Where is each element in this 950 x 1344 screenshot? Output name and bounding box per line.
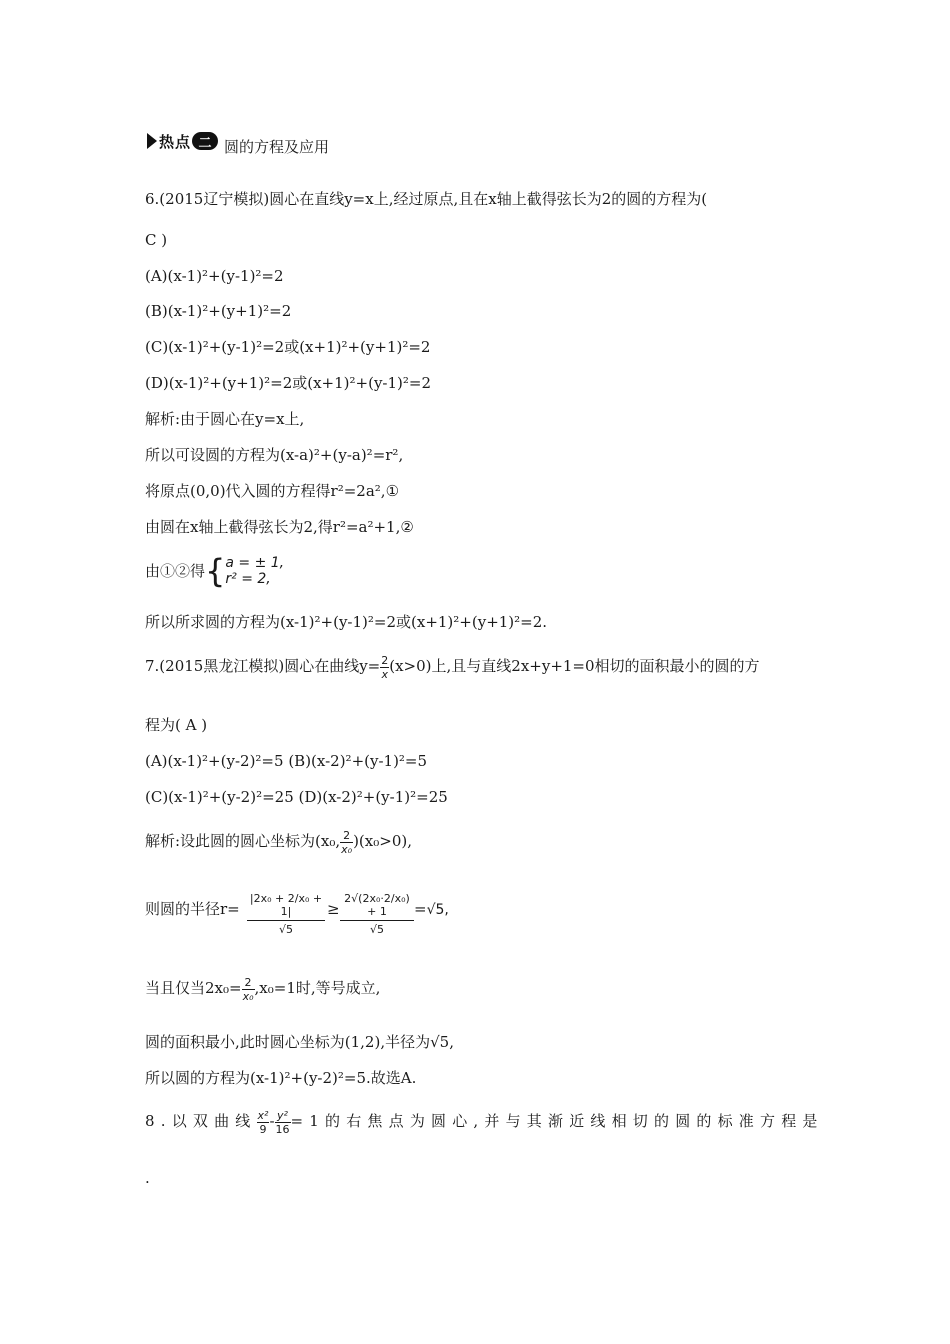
q7-options-ab: (A)(x-1)²+(y-2)²=5 (B)(x-2)²+(y-1)²=5 [145,752,428,770]
section-header [147,130,330,156]
q7-solution-5: 所以圆的方程为(x-1)²+(y-2)²=5.故选A. [145,1069,417,1087]
q6-sol5-prefix: 由①②得 [145,562,206,580]
q8-stem [145,1106,824,1136]
q7-sol2-result [414,899,449,920]
equation-system [225,555,284,587]
q8-fraction-1 [257,1109,270,1136]
q7-stem-a: 7.(2015黑龙江模拟)圆心在曲线y= [145,657,381,675]
radius-frac1-top: |2x₀ + 2/x₀ + 1| [249,892,323,918]
section-title: 圆的方程及应用 [224,137,330,156]
q7-options-cd: (C)(x-1)²+(y-2)²=25 (D)(x-2)²+(y-1)²=25 [145,788,448,806]
sqrt5-result: √5, [426,902,449,918]
q8-frac1-num: x² [257,1108,269,1122]
q7-sol3-num: 2 [242,976,255,990]
q7-sol1-num: 2 [340,829,353,843]
q7-sol1-a: 解析:设此圆的圆心坐标为(x₀, [145,832,341,850]
q7-solution-2-prefix: 则圆的半径r= [145,900,240,918]
radius-fraction-1 [247,892,325,936]
q6-solution-3: 将原点(0,0)代入圆的方程得r²=2a²,① [145,482,400,500]
q6-solution-1: 解析:由于圆心在y=x上, [145,410,305,428]
q6-stem: 6.(2015辽宁模拟)圆心在直线y=x上,经过原点,且在x轴上截得弦长为2的圆的方程为( [145,190,708,208]
q7-frac-num: 2 [381,653,389,667]
q7-solution-4: 圆的面积最小,此时圆心坐标为(1,2),半径为√5, [145,1033,454,1051]
q6-option-a: (A)(x-1)²+(y-1)²=2 [145,267,284,285]
q6-solution-4: 由圆在x轴上截得弦长为2,得r²=a²+1,② [145,518,414,536]
q8-frac1-den: 9 [259,1122,267,1136]
section-tag: 热点 [159,132,192,151]
q7-sol1-b: )(x₀>0), [353,832,412,850]
left-brace: { [205,552,226,590]
q6-answer: C ) [145,231,168,249]
q8-stem-b: =1的右焦点为圆心,并与其渐近线相切的圆的标准方程是 [290,1112,824,1130]
q6-option-c: (C)(x-1)²+(y-1)²=2或(x+1)²+(y+1)²=2 [145,338,431,356]
system-line-2: r² = 2, [225,571,271,587]
q7-sol1-fraction [340,829,353,856]
radius-frac2-top: 2√(2x₀·2/x₀) + 1 [344,892,410,918]
q7-solution-3 [145,973,380,1003]
q7-stem [145,651,760,681]
radius-frac1-bottom: √5 [278,923,293,936]
q7-frac-den: x [381,667,388,681]
q6-option-b: (B)(x-1)²+(y+1)²=2 [145,302,292,320]
system-line-1: a = ± 1, [225,555,285,571]
q8-blank-end: . [145,1169,150,1187]
equals-sign: = [414,900,427,918]
q8-frac2-num: y² [275,1109,291,1123]
section-number-badge: 二 [192,132,218,150]
q6-option-d: (D)(x-1)²+(y+1)²=2或(x+1)²+(y-1)²=2 [145,374,432,392]
q7-sol3-a: 当且仅当2x₀= [145,979,242,997]
q7-solution-1 [145,826,412,856]
q7-answer: 程为( A ) [145,716,208,734]
q8-frac2-den: 16 [275,1122,290,1136]
q7-sol3-b: ,x₀=1时,等号成立, [254,979,381,997]
q6-solution-5 [145,552,284,589]
q7-stem-b: (x>0)上,且与直线2x+y+1=0相切的面积最小的圆的方 [389,657,760,675]
q7-fraction [380,654,389,681]
q6-solution-6: 所以所求圆的方程为(x-1)²+(y-1)²=2或(x+1)²+(y+1)²=2. [145,613,548,631]
q8-stem-a: 8.以双曲线 [145,1112,257,1130]
q7-sol3-fraction [242,976,255,1003]
minus-sign: - [269,1112,275,1130]
q7-sol3-den: x₀ [242,989,254,1003]
radius-fraction-2 [340,892,414,936]
q7-sol1-den: x₀ [341,842,353,856]
q8-fraction-2 [275,1109,291,1136]
play-triangle-icon [147,133,157,149]
q6-solution-2: 所以可设圆的方程为(x-a)²+(y-a)²=r², [145,446,404,464]
geq-sign: ≥ [327,900,340,918]
radius-frac2-bottom: √5 [369,923,384,936]
